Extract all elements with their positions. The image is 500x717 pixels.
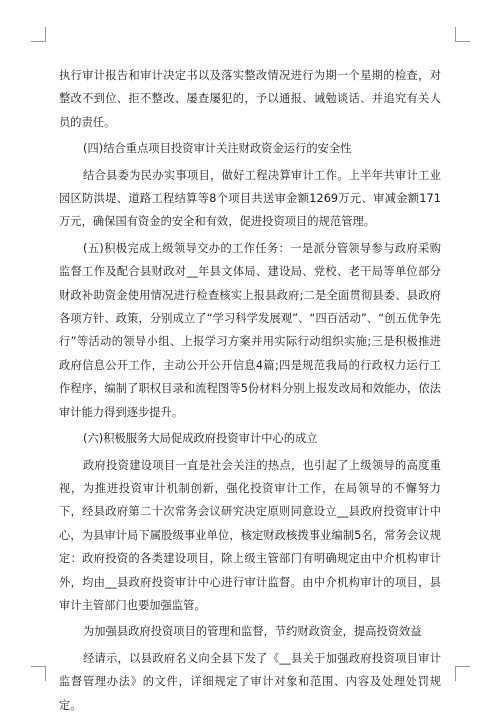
crop-mark-top-left: [31, 27, 46, 42]
paragraph-investment-management: 为加强县政府投资项目的管理和监督，节约财政资金，提高投资效益: [83, 625, 422, 639]
crop-mark-top-right: [455, 27, 470, 42]
paragraph-rectification-check: 执行审计报告和审计决定书以及落实整改情况进行为期一个星期的检查，对整改不到位、拒不整改、屡查屡犯的，予以通报、诫勉谈话、并追究有关人员的责任。: [59, 69, 441, 129]
document-body: [59, 64, 441, 717]
section-heading-6: (六)积极服务大局促成政府投资审计中心的成立: [83, 432, 318, 446]
paragraph-regulation-issued: 经请示，以县政府名义向全县下发了《__县关于加强政府投资项目审计监督管理办法》的文件，详细规定了审计对象和范围、内容及处理处罚规定。: [59, 651, 441, 712]
crop-mark-bottom-right: [455, 666, 470, 681]
crop-mark-bottom-left: [31, 666, 46, 681]
paragraph-assigned-tasks: (五)积极完成上级领导交办的工作任务：一是派分管领导参与政府采购监督工作及配合县财政对__年县文体局、建设局、党校、老干局等单位部分财政补助资金使用情况进行检查核实上报县政府;二是全面贯彻县委、县政府各项方针、政策，分别成立了“学习科学发展观”、“四百活动”、“创五优争先行”等活动的领导小组、上报学习方案并用实际行动组织实施;三是积极推进政府信息公开工作，主动公开公开信息4篇;四是规范我局的行政权力运行工作程序，编制了职权目录和流程图等5份材料分别上报发改局和效能办，依法审计能力得到逐步提升。: [59, 241, 441, 419]
paragraph-audit-center: 政府投资建设项目一直是社会关注的热点，也引起了上级领导的高度重视，为推进投资审计机制创新，强化投资审计工作，在局领导的不懈努力下，经县政府第二十次常务会议研究决定原则同意设立__县政府投资审计中心，为县审计局下属股级事业单位，核定财政核拨事业编制5名，常务会议规定：政府投资的各类建设项目，除上级主管部门有明确规定由中介机构审计外，均由__县政府投资审计中心进行审计监督。由中介机构审计的项目，县审计主管部门也要加强监管。: [59, 458, 441, 612]
section-heading-4: (四)结合重点项目投资审计关注财政资金运行的安全性: [83, 142, 352, 156]
paragraph-project-audit: 结合县委为民办实事项目，做好工程决算审计工作。上半年共审计工业园区防洪堤、道路工程结算等8个项目共送审金额1269万元、审减金额171万元，确保国有资金的安全和有效，促进投资项目的规范管理。: [59, 168, 441, 229]
